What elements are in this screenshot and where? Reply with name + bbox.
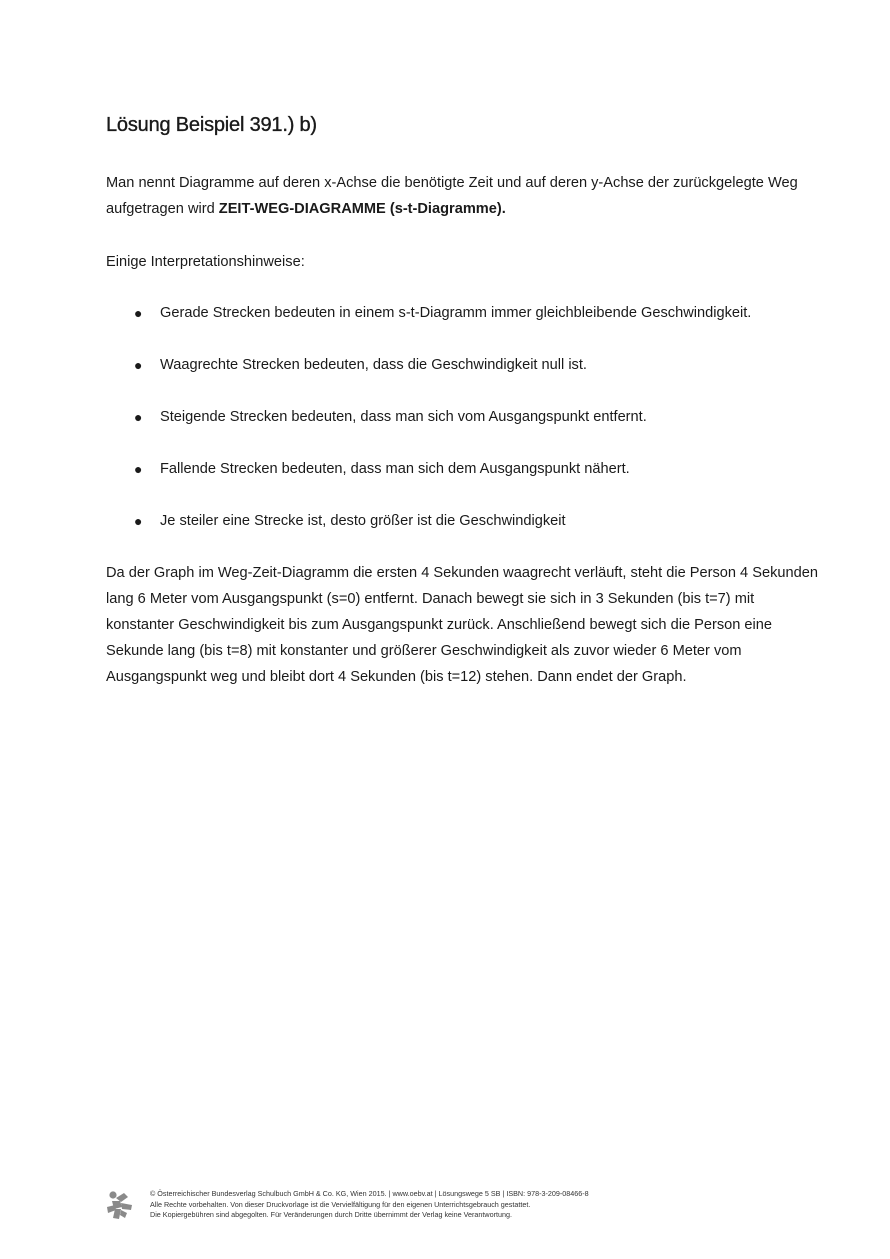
list-item [106, 352, 826, 404]
footer-text [150, 1189, 589, 1221]
hints-label: Einige Interpretationshinweise: [106, 254, 305, 270]
list-item-text: Je steiler eine Strecke ist, desto größer ist die Geschwindigkeit [160, 513, 566, 529]
intro-paragraph [106, 170, 826, 222]
list-item [106, 456, 826, 508]
footer-line-disclaimer: Die Kopiergebühren sind abgegolten. Für Veränderungen durch Dritte übernimmt der Verlag keine Verantwortung. [150, 1210, 512, 1220]
intro-text: Man nennt Diagramme auf deren x-Achse die benötigte Zeit und auf deren y-Achse der zurückgelegte Weg aufgetragen wird [106, 175, 798, 217]
hints-list [106, 300, 826, 560]
bullet-icon: ● [134, 305, 143, 321]
bullet-icon: ● [134, 513, 143, 529]
intro-strong-term: ZEIT-WEG-DIAGRAMME (s-t-Diagramme). [218, 201, 506, 217]
bullet-icon: ● [134, 409, 143, 425]
footer-line-copyright: © Österreichischer Bundesverlag Schulbuch GmbH & Co. KG, Wien 2015. | www.oebv.at | Lösungswege 5 SB | ISBN: 978-3-209-08466-8 [150, 1189, 589, 1198]
list-item [106, 508, 826, 560]
bullet-icon: ● [134, 461, 143, 477]
publisher-logo-icon [104, 1189, 136, 1221]
list-item-text: Fallende Strecken bedeuten, dass man sich dem Ausgangspunkt nähert. [160, 461, 630, 477]
list-item-text: Gerade Strecken bedeuten in einem s-t-Diagramm immer gleichbleibende Geschwindigkeit. [160, 305, 752, 321]
list-item-text: Steigende Strecken bedeuten, dass man sich vom Ausgangspunkt entfernt. [160, 409, 647, 425]
footer-line-rights: Alle Rechte vorbehalten. Von dieser Druckvorlage ist die Vervielfältigung für den eigenen Unterrichtsgebrauch gestattet. [150, 1199, 531, 1209]
bullet-icon: ● [134, 357, 143, 373]
page-title: Lösung Beispiel 391.) b) [106, 114, 317, 136]
list-item [106, 300, 826, 352]
list-item-text: Waagrechte Strecken bedeuten, dass die Geschwindigkeit null ist. [160, 357, 587, 373]
explanation-paragraph: Da der Graph im Weg-Zeit-Diagramm die ersten 4 Sekunden waagrecht verläuft, steht die Person 4 Sekunden lang 6 Meter vom Ausgangspunkt (s=0) entfernt. Danach bewegt sie sich in 3 Sekunden (bis t=7) mit konstanter Geschwindigkeit bis zum Ausgangspunkt zurück. Anschließend bewegt sich die Person eine Sekunde lang (bis t=8) mit konstanter und größerer Geschwindigkeit als zuvor wieder 6 Meter vom Ausgangspunkt weg und bleibt dort 4 Sekunden (bis t=12) stehen. Dann endet der Graph. [106, 565, 818, 685]
footer [104, 1187, 804, 1227]
list-item [106, 404, 826, 456]
